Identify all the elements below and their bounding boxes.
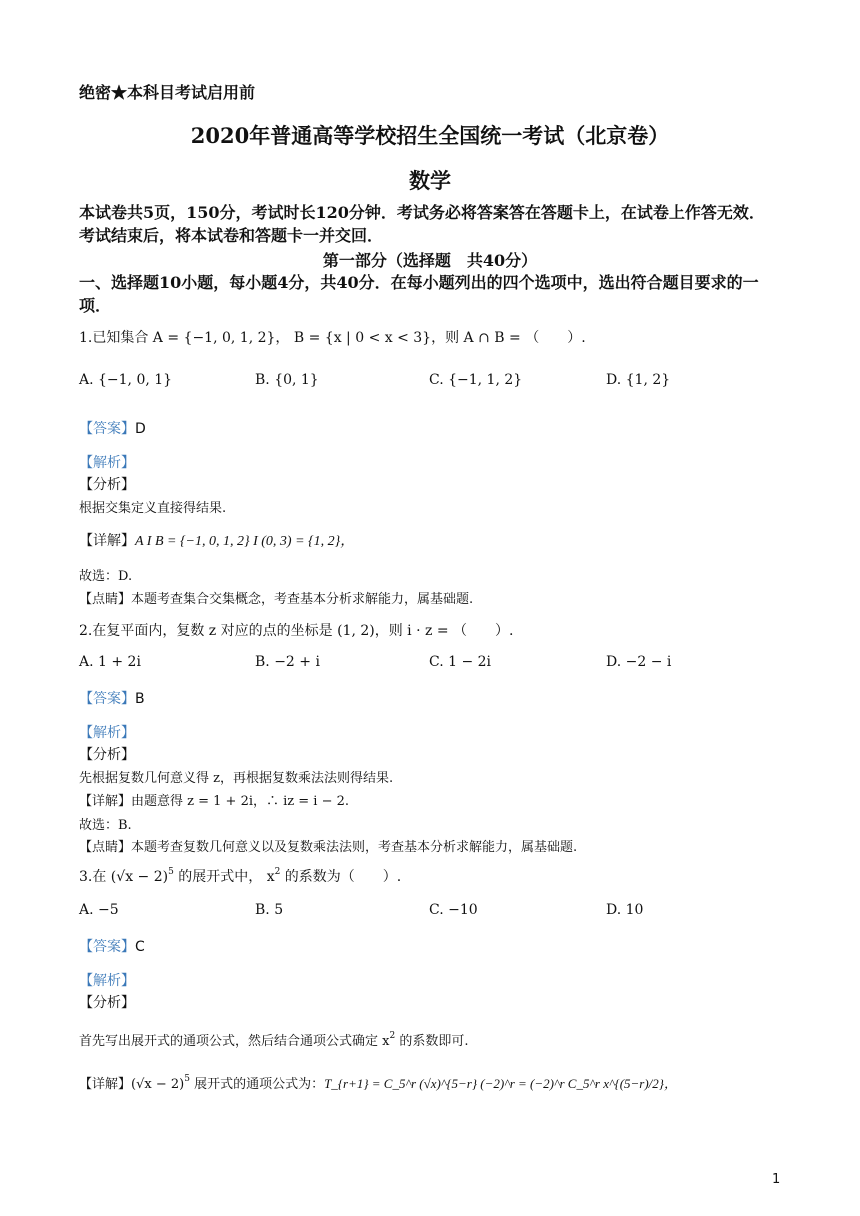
q2-comment-row bbox=[79, 836, 577, 855]
q3-analysis-label: 【解析】 bbox=[79, 973, 135, 989]
answer-label: 【答案】 bbox=[79, 939, 135, 955]
section-intro: 一、选择题10小题，每小题4分，共40分．在每小题列出的四个选项中，选出符合题目要求的一项． bbox=[79, 273, 759, 315]
comment-label: 【点睛】 bbox=[79, 840, 132, 855]
q3-fenxi-exponent: 2 bbox=[389, 1031, 396, 1041]
q3-fenxi bbox=[79, 1030, 468, 1049]
q3-stem-exponent: 5 bbox=[168, 867, 174, 877]
part-title: 第一部分（选择题 共40分） bbox=[322, 251, 538, 270]
q3-detail-pre: (√x − 2) bbox=[131, 1077, 185, 1092]
q1-fenxi: 根据交集定义直接得结果. bbox=[79, 501, 227, 516]
exam-title: 2020年普通高等学校招生全国统一考试（北京卷） bbox=[190, 123, 670, 148]
subject-title: 数学 bbox=[409, 168, 451, 193]
q3-detail-mid: 展开式的通项公式为： bbox=[189, 1077, 325, 1092]
q1-fenxi-label: 【分析】 bbox=[79, 477, 135, 493]
q3-stem-pre: 3.在 (√x − 2) bbox=[79, 869, 169, 885]
q1-choice: 故选：D. bbox=[79, 569, 133, 584]
q1-analysis-label: 【解析】 bbox=[79, 455, 135, 471]
answer-label: 【答案】 bbox=[79, 691, 135, 707]
q3-detail-formula: T_{r+1} = C_5^r (√x)^{5−r} (−2)^r = (−2)^r C_5^r x^{(5−r)/2}， bbox=[324, 1076, 677, 1091]
q2-fenxi: 先根据复数几何意义得 z，再根据复数乘法法则得结果. bbox=[79, 771, 394, 786]
detail-label: 【详解】 bbox=[79, 533, 135, 549]
q1-option-b: B. {0, 1} bbox=[255, 372, 319, 388]
q2-answer: B bbox=[135, 691, 145, 707]
exam-intro: 本试卷共5页，150分，考试时长120分钟．考试务必将答案答在答题卡上，在试卷上作答无效．考试结束后，将本试卷和答题卡一并交回． bbox=[79, 203, 765, 245]
detail-label: 【详解】 bbox=[79, 794, 132, 809]
q1-option-c: C. {−1, 1, 2} bbox=[429, 372, 523, 388]
answer-label: 【答案】 bbox=[79, 421, 135, 437]
q2-comment: 本题考查复数几何意义以及复数乘法法则，考查基本分析求解能力，属基础题. bbox=[131, 840, 578, 855]
q2-detail-row bbox=[79, 790, 349, 809]
q2-option-a: A. 1 + 2i bbox=[79, 654, 141, 670]
q3-option-d: D. 10 bbox=[606, 902, 644, 918]
q2-option-b: B. −2 + i bbox=[255, 654, 320, 670]
q3-stem-mid: 的展开式中， x bbox=[173, 869, 275, 885]
q1-detail-row bbox=[79, 530, 354, 550]
q1-option-a: A. {−1, 0, 1} bbox=[79, 372, 173, 388]
q3-fenxi-pre: 首先写出展开式的通项公式，然后结合通项公式确定 x bbox=[79, 1034, 390, 1049]
q1-answer-row bbox=[79, 418, 146, 438]
q2-answer-row bbox=[79, 688, 145, 708]
q1-stem: 1.已知集合 A = {−1, 0, 1, 2}， B = {x | 0 < x < 3}，则 A ∩ B = （ ）. bbox=[79, 330, 586, 346]
q2-option-d: D. −2 − i bbox=[606, 654, 672, 670]
q1-comment-row bbox=[79, 588, 473, 607]
q3-fenxi-label: 【分析】 bbox=[79, 995, 135, 1011]
q2-stem: 2.在复平面内，复数 z 对应的点的坐标是 (1, 2)，则 i · z = （ ）. bbox=[79, 623, 514, 639]
q3-option-a: A. −5 bbox=[79, 902, 119, 918]
q3-detail-exponent: 5 bbox=[184, 1074, 190, 1084]
q3-answer-row bbox=[79, 936, 145, 956]
q1-comment: 本题考查集合交集概念，考查基本分析求解能力，属基础题. bbox=[131, 592, 474, 607]
q3-answer: C bbox=[135, 939, 145, 955]
q3-detail-row bbox=[79, 1073, 677, 1092]
q3-option-b: B. 5 bbox=[255, 902, 284, 918]
comment-label: 【点睛】 bbox=[79, 592, 132, 607]
q3-stem-post: 的系数为（ ）. bbox=[280, 869, 402, 885]
q1-option-d: D. {1, 2} bbox=[606, 372, 671, 388]
q2-option-c: C. 1 − 2i bbox=[429, 654, 492, 670]
q2-fenxi-label: 【分析】 bbox=[79, 747, 135, 763]
q1-detail: A I B = {−1, 0, 1, 2} I (0, 3) = {1, 2}， bbox=[135, 534, 355, 549]
secret-label: 绝密★本科目考试启用前 bbox=[79, 83, 256, 102]
q2-analysis-label: 【解析】 bbox=[79, 725, 135, 741]
q2-detail: 由题意得 z = 1 + 2i，∴ iz = i − 2. bbox=[131, 794, 350, 809]
q3-option-c: C. −10 bbox=[429, 902, 478, 918]
page-number: 1 bbox=[772, 1172, 781, 1187]
q3-stem-exponent-2: 2 bbox=[274, 867, 281, 877]
q3-fenxi-post: 的系数即可. bbox=[395, 1034, 469, 1049]
q2-choice: 故选：B. bbox=[79, 818, 132, 833]
q3-stem bbox=[79, 866, 401, 886]
q1-answer: D bbox=[135, 421, 146, 437]
detail-label: 【详解】 bbox=[79, 1077, 132, 1092]
